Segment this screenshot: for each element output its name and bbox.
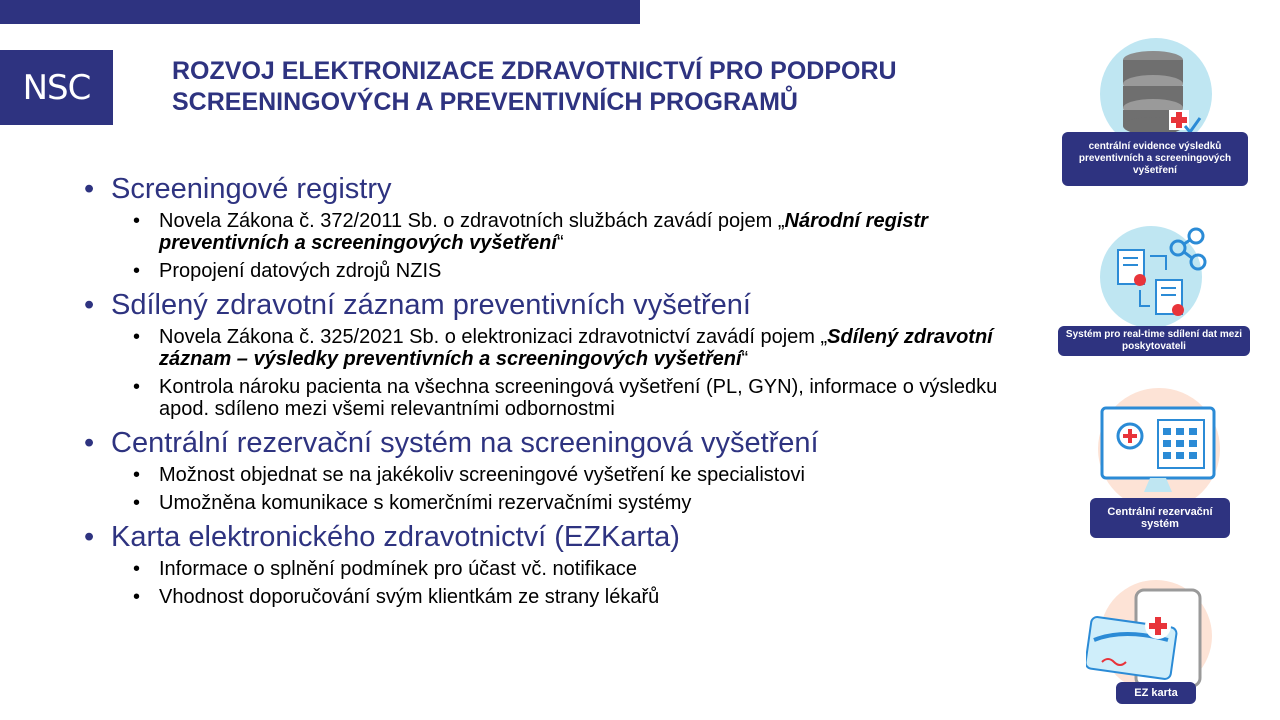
section [84, 172, 1024, 282]
section-heading: • Screeningové registry [84, 173, 392, 205]
list-item: • Novela Zákona č. 372/2011 Sb. o zdravotních službách zavádí pojem „Národní registr preventivních a screeningových vyšetření“ [133, 210, 928, 254]
section [84, 288, 1024, 420]
nsc-logo: NSC [0, 50, 113, 125]
card-label: centrální evidence výsledků preventivních a screeningových vyšetření [1062, 132, 1248, 186]
section-heading: • Sdílený zdravotní záznam preventivních vyšetření [84, 289, 751, 321]
content [84, 172, 1024, 614]
card-label: EZ karta [1116, 682, 1196, 704]
calendar-monitor-icon [1100, 406, 1220, 500]
card-label: Systém pro real-time sdílení dat mezi poskytovateli [1058, 326, 1250, 356]
list-item: • Umožněna komunikace s komerčními rezervačními systémy [133, 492, 692, 514]
card-label: Centrální rezervační systém [1090, 498, 1230, 538]
list-item: • Kontrola nároku pacienta na všechna screeningová vyšetření (PL, GYN), informace o výsledku apod. sdíleno mezi všemi relevantními odbornostmi [133, 376, 998, 420]
card-reservation [1088, 388, 1232, 540]
top-accent-bar [0, 0, 640, 24]
page-title: ROZVOJ ELEKTRONIZACE ZDRAVOTNICTVÍ PRO PODPORU SCREENINGOVÝCH A PREVENTIVNÍCH PROGRAMŮ [172, 57, 897, 116]
section-heading: • Centrální rezervační systém na screeningová vyšetření [84, 427, 819, 459]
data-sharing-icon [1110, 224, 1210, 324]
list-item: • Propojení datových zdrojů NZIS [133, 260, 442, 282]
section [84, 426, 1024, 514]
list-item: • Novela Zákona č. 325/2021 Sb. o elektronizaci zdravotnictví zavádí pojem „Sdílený zdravotní záznam – výsledky preventivních a screeningových vyšetření“ [133, 326, 993, 370]
card-ez-karta [1086, 580, 1226, 706]
database-icon [1115, 46, 1205, 146]
list-item: • Vhodnost doporučování svým klientkám ze strany lékařů [133, 586, 660, 608]
section [84, 520, 1024, 608]
list-item: • Informace o splnění podmínek pro účast vč. notifikace [133, 558, 638, 580]
card-central-evidence [1060, 38, 1250, 190]
list-item: • Možnost objednat se na jakékoliv screeningové vyšetření ke specialistovi [133, 464, 805, 486]
card-data-sharing [1058, 220, 1254, 358]
health-card-icon [1086, 588, 1226, 688]
section-heading: • Karta elektronického zdravotnictví (EZKarta) [84, 521, 680, 553]
